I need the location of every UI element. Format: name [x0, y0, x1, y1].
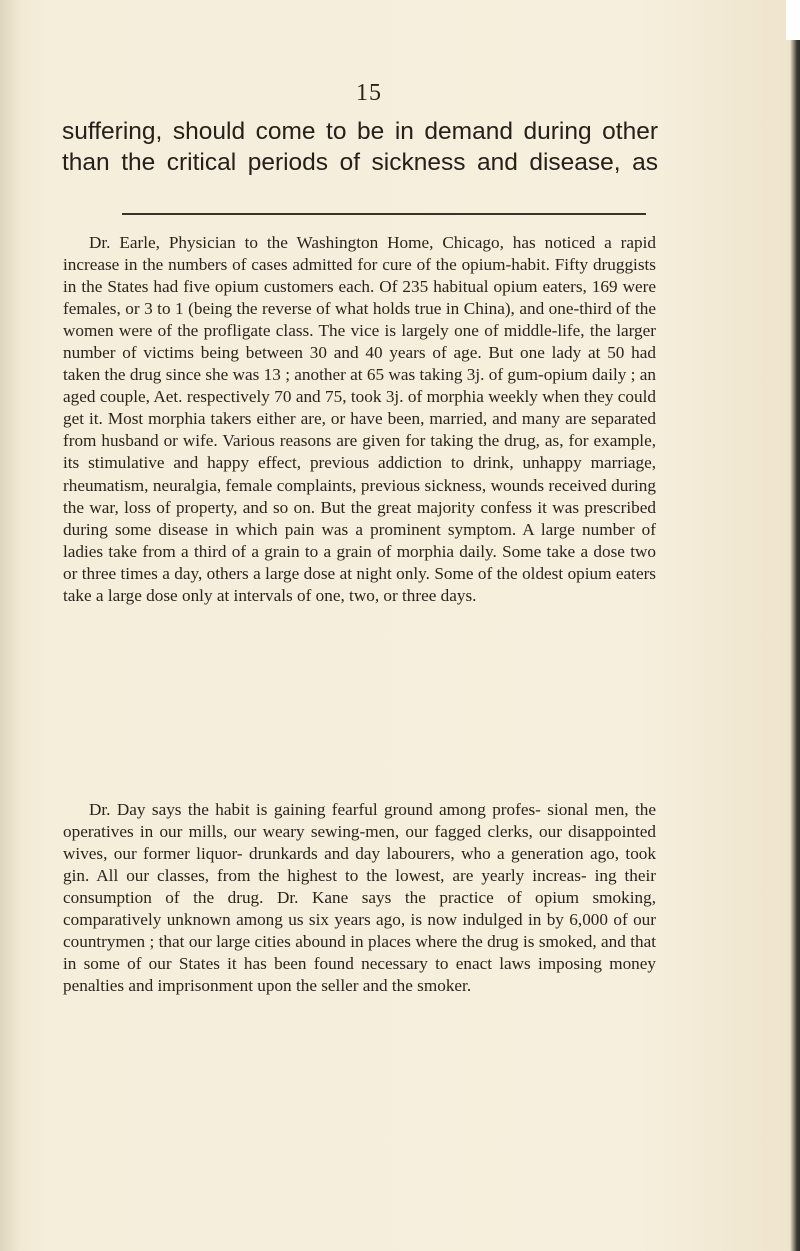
page-gutter-shadow [0, 0, 20, 1251]
paragraph-text: Dr. Earle, Physician to the Washington Home, Chicago, has noticed a rapid increase in the numbers of cases admitted for cure of the opium-habit. Fifty druggists in the States had five opium customers each. Of 235 habitual opium eaters, 169 were females, or 3 to 1 (being the reverse of what holds true in China), and one-third of the women were of the profligate class. The vice is largely one of middle-life, the larger number of victims being between 30 and 40 years of age. But one lady at 50 had taken the drug since she was 13 ; another at 65 was taking 3j. of gum-opium daily ; an aged couple, Aet. respectively 70 and 75, took 3j. of morphia weekly when they could get it. Most morphia takers either are, or have been, married, and many are separated from husband or wife. Various reasons are given for taking the drug, as, for example, its stimulative and happy effect, previous addiction to drink, unhappy marriage, rheumatism, neuralgia, female complaints, previous sickness, wounds received during the war, loss of property, and so on. But the great majority confess it was prescribed during some disease in which pain was a prominent symptom. A large number of ladies take from a third of a grain to a grain of morphia daily. Some take a dose two or three times a day, others a large dose at night only. Some of the oldest opium eaters take a large dose only at intervals of one, two, or three days. [63, 233, 656, 605]
page-edge [790, 0, 800, 1251]
body-paragraph [63, 232, 656, 607]
lead-paragraph: suffering, should come to be in demand during other than the critical periods of sickness and disease, as [62, 118, 658, 176]
paragraph-text: Dr. Day says the habit is gaining fearful ground among profes- sional men, the operatives in our mills, our weary sewing-men, our fagged clerks, our disappointed wives, our former liquor- drunkards and day labourers, who a generation ago, took gin. All our classes, from the highest to the lowest, are yearly increas- ing their consumption of the drug. Dr. Kane says the practice of opium smoking, comparatively unknown among us six years ago, is now indulged in by 6,000 of our countrymen ; that our large cities abound in places where the drug is smoked, and that in some of our States it has been found necessary to enact laws imposing money penalties and imprisonment upon the seller and the smoker. [63, 800, 656, 996]
body-paragraph [63, 799, 656, 997]
page-number: 15 [356, 80, 382, 106]
scan-background [786, 0, 800, 40]
section-divider [122, 213, 646, 215]
